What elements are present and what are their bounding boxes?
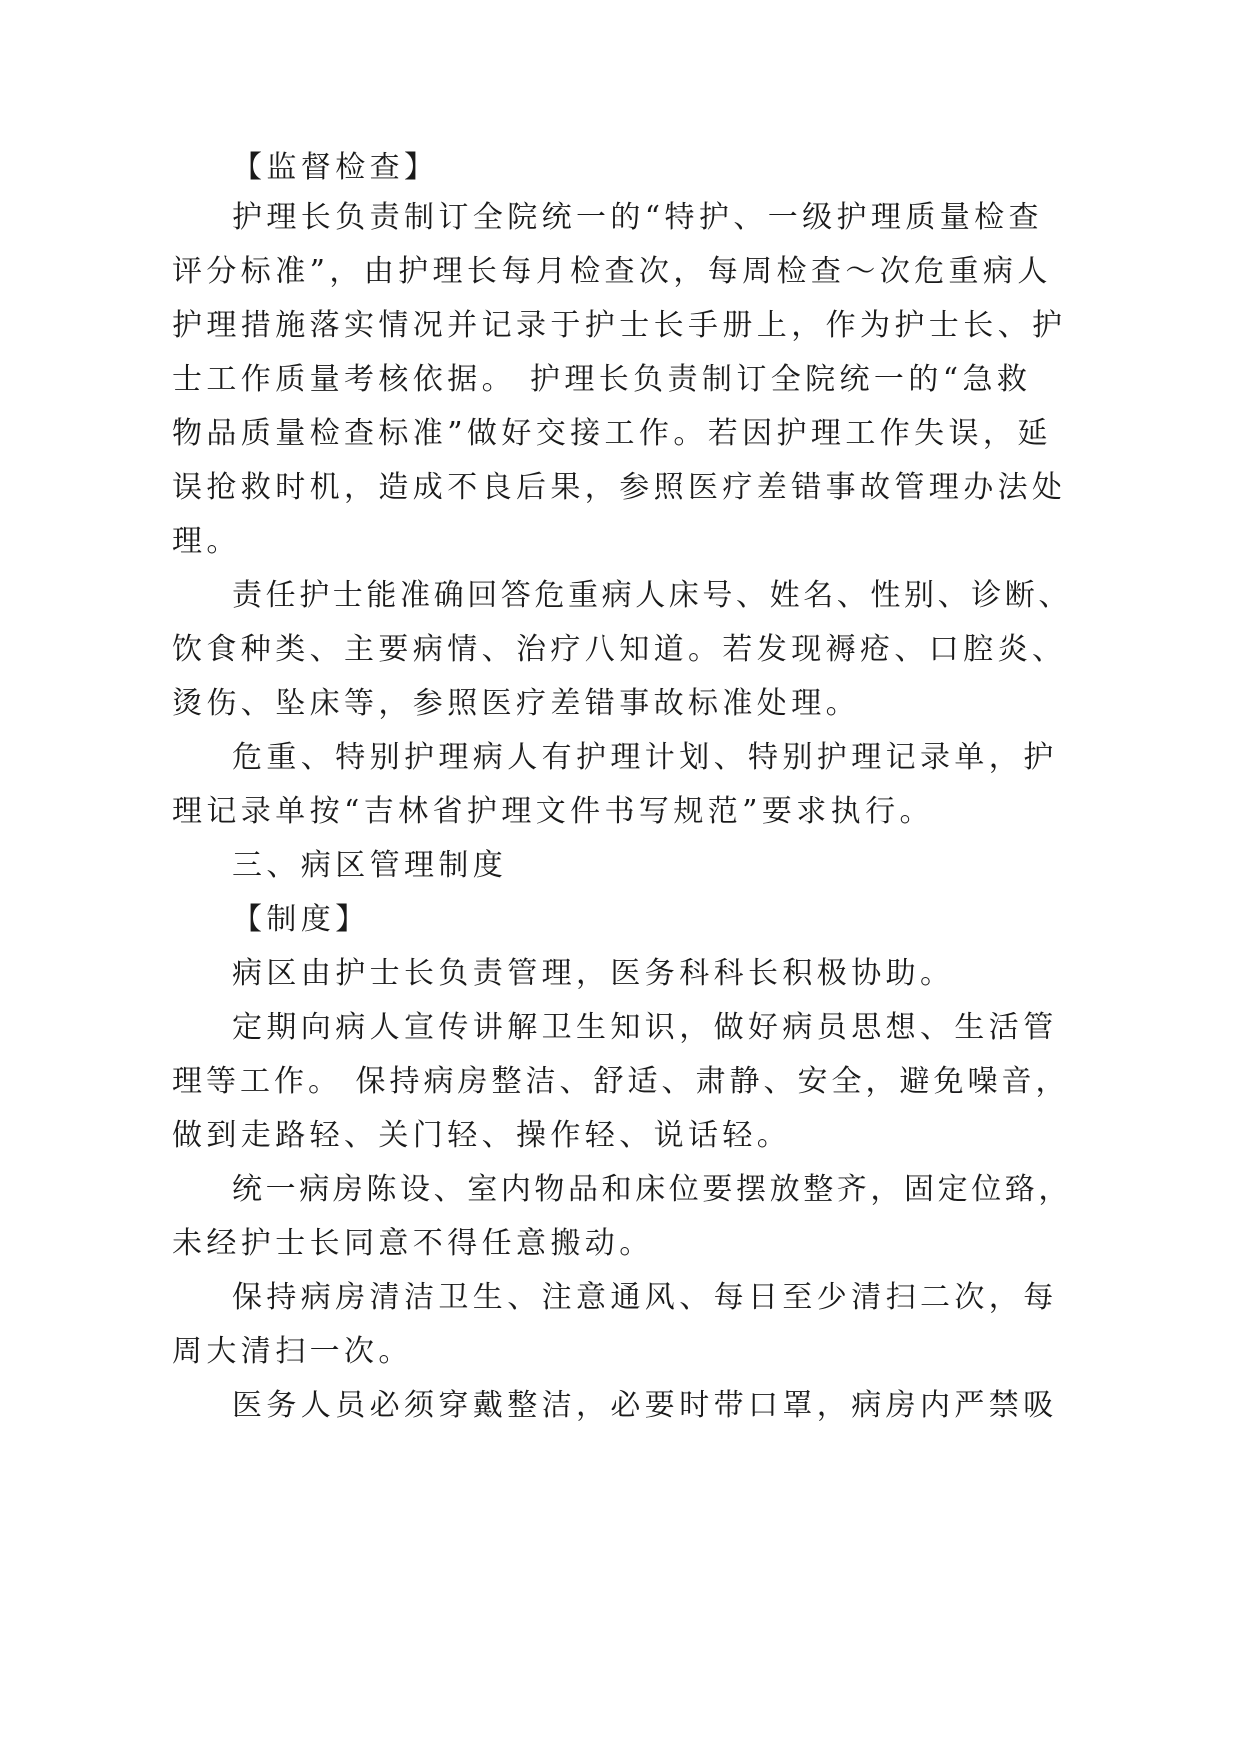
paragraph-line: 物品质量检查标准”做好交接工作。若因护理工作失误，延 [172, 416, 1052, 451]
paragraph-line: 未经护士长同意不得任意搬动。 [172, 1226, 654, 1261]
paragraph-line: 周大清扫一次。 [172, 1334, 413, 1369]
paragraph-line: 危重、特别护理病人有护理计划、特别护理记录单，护 [232, 740, 1058, 775]
paragraph-line: 评分标准”，由护理长每月检查次，每周检查～次危重病人 [172, 254, 1052, 289]
paragraph-line: 病区由护士长负责管理，医务科科长积极协助。 [232, 956, 955, 991]
paragraph-line: 统一病房陈设、室内物品和床位要摆放整齐，固定位臵， [232, 1172, 1072, 1207]
paragraph-line: 保持病房清洁卫生、注意通风、每日至少清扫二次，每 [232, 1280, 1058, 1315]
paragraph-line: 饮食种类、主要病情、治疗八知道。若发现褥疮、口腔炎、 [172, 632, 1067, 667]
paragraph-line: 护理措施落实情况并记录于护士长手册上，作为护士长、护 [172, 308, 1067, 343]
paragraph-line: 士工作质量考核依据。 护理长负责制订全院统一的“急救 [172, 362, 1032, 397]
paragraph-line: 定期向病人宣传讲解卫生知识，做好病员思想、生活管 [232, 1010, 1058, 1045]
paragraph-line: 理。 [172, 524, 241, 559]
paragraph-line: 理等工作。 保持病房整洁、舒适、肃静、安全，避免噪音， [172, 1064, 1070, 1099]
section-heading-regulations: 【制度】 [232, 902, 370, 937]
paragraph-line: 做到走路轻、关门轻、操作轻、说话轻。 [172, 1118, 792, 1153]
paragraph-line: 医务人员必须穿戴整洁，必要时带口罩，病房内严禁吸 [232, 1388, 1058, 1423]
paragraph-line: 护理长负责制订全院统一的“特护、一级护理质量检查 [232, 200, 1043, 235]
paragraph-line: 理记录单按“吉林省护理文件书写规范”要求执行。 [172, 794, 934, 829]
section-heading-ward-management: 三、病区管理制度 [232, 848, 508, 883]
paragraph-line: 烫伤、坠床等，参照医疗差错事故标准处理。 [172, 686, 860, 721]
paragraph-line: 误抢救时机，造成不良后果，参照医疗差错事故管理办法处 [172, 470, 1067, 505]
section-heading-supervision: 【监督检查】 [232, 150, 439, 185]
paragraph-line: 责任护士能准确回答危重病人床号、姓名、性别、诊断、 [232, 578, 1072, 613]
